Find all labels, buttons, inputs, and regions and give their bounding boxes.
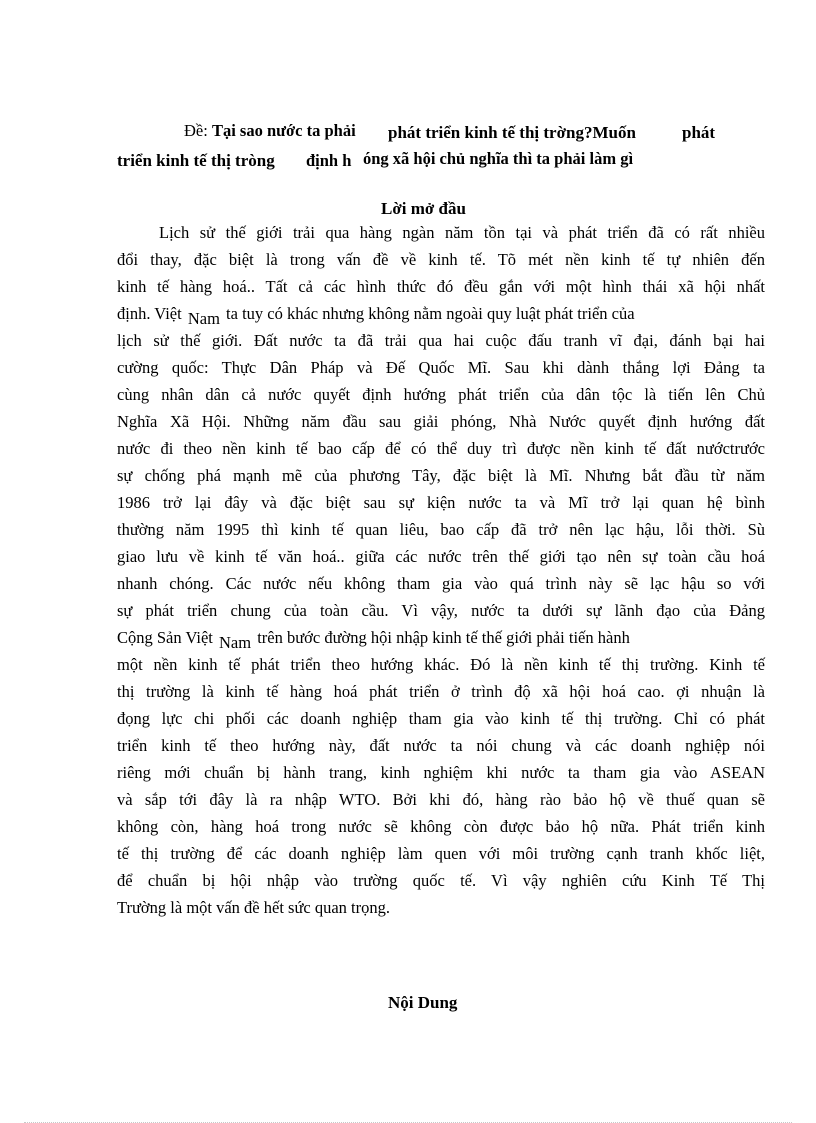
text-segment: Cộng Sản Việt [117, 628, 213, 647]
paragraph-line: Nghĩa Xã Hội. Những năm đầu sau giải phóng, Nhà Nước quyết định hướng đất [117, 412, 765, 431]
paragraph-line: thường năm 1995 thì kinh tế quan liêu, bao cấp đã trở nên lạc hậu, lỗi thời. Sù [117, 520, 765, 539]
title-line-1b: phát triển kinh tế thị trờng?Muốn [388, 123, 636, 142]
title-line-1c: phát [682, 123, 716, 142]
paragraph-line: cùng nhân dân cả nước quyết định hướng phát triển của dân tộc là tiến lên Chủ [117, 385, 765, 404]
text-nam-offset: Nam [219, 633, 252, 652]
paragraph-line: đọng lực chi phối các doanh nghiệp tham gia vào kinh tế thị trường. Chỉ có phát [117, 709, 765, 728]
text-nam-offset: Nam [187, 309, 220, 328]
paragraph-line-viet-nam [117, 303, 635, 328]
paragraph-line: và sắp tới đây là ra nhập WTO. Bởi khi đó, hàng rào bảo hộ về thuế quan sẽ [117, 790, 765, 809]
text-segment: định. Việt [117, 304, 182, 323]
paragraph-line: đổi thay, đặc biệt là trong vấn đề về kinh tế. Tõ mét nền kinh tế tự nhiên đến [117, 250, 765, 269]
title-line-2c: óng xã hội chủ nghĩa thì ta phải làm gì [363, 149, 634, 168]
paragraph-line: nhanh chóng. Các nước nếu không tham gia vào quá trình này sẽ lạc hậu so với [117, 574, 765, 593]
title-line-1 [184, 120, 356, 142]
paragraph-line: giao lưu về kinh tế văn hoá.. giữa các nước trên thế giới tạo nên sự toàn cầu hoá [117, 547, 765, 566]
paragraph-line: sự phát triển chung của toàn cầu. Vì vậy, nước ta dưới sự lãnh đạo của Đảng [117, 601, 765, 620]
paragraph-line: một nền kinh tế phát triển theo hướng khác. Đó là nền kinh tế thị trường. Kinh tế [117, 655, 765, 674]
title-part-a: Tại sao nước ta phải [211, 121, 356, 140]
paragraph-line-viet-nam-2 [117, 627, 630, 652]
intro-heading: Lời mở đầu [381, 199, 466, 218]
title-line-2b: định h [306, 151, 352, 170]
paragraph-line: Lịch sử thế giới trải qua hàng ngàn năm tồn tại và phát triển đã có rất nhiều [159, 223, 765, 242]
paragraph-line: kinh tế hàng hoá.. Tất cả các hình thức đó đều gắn với một hình thái xã hội nhất [117, 277, 765, 296]
text-segment: ta tuy có khác nhưng không nằm ngoài quy luật phát triển của [226, 304, 635, 323]
paragraph-line: không còn, hàng hoá trong nước sẽ không còn được bảo hộ nữa. Phát triển kinh [117, 817, 765, 836]
paragraph-line: triển kinh tế theo hướng này, đất nước ta nói chung và các doanh nghiệp nói [117, 736, 765, 755]
paragraph-line: thị trường là kinh tế hàng hoá phát triển ở trình độ xã hội hoá cao. ợi nhuận là [117, 682, 765, 701]
title-prefix: Đề: [184, 121, 212, 140]
paragraph-line: cường quốc: Thực Dân Pháp và Đế Quốc Mĩ. Sau khi dành thắng lợi Đảng ta [117, 358, 765, 377]
paragraph-line: tế thị trường để các doanh nghiệp làm quen với môi trường cạnh tranh khốc liệt, [117, 844, 765, 863]
paragraph-line: Trường là một vấn đề hết sức quan trọng. [117, 898, 391, 917]
paragraph-line: nước đi theo nền kinh tế bao cấp để có thể duy trì được nền kinh tế đất nướctrước [117, 439, 765, 458]
paragraph-line: để chuẩn bị hội nhập vào trường quốc tế. Vì vậy nghiên cứu Kinh Tế Thị [117, 871, 765, 890]
text-segment: trên bước đường hội nhập kinh tế thế giới phải tiến hành [257, 628, 630, 647]
section-heading: Nội Dung [388, 993, 458, 1012]
paragraph-line: sự chống phá mạnh mẽ của phương Tây, đặc biệt là Mĩ. Nhưng bắt đầu từ năm [117, 466, 765, 485]
paragraph-line: 1986 trở lại đây và đặc biệt sau sự kiện nước ta và Mĩ trở lại quan hệ bình [117, 493, 765, 512]
title-line-2a: triển kinh tế thị tròng [117, 151, 275, 170]
paragraph-line: riêng mới chuẩn bị hành trang, kinh nghiệm khi nước ta tham gia vào ASEAN [117, 763, 765, 782]
paragraph-line: lịch sử thế giới. Đất nước ta đã trải qua hai cuộc đấu tranh vĩ đại, đánh bại hai [117, 331, 765, 350]
